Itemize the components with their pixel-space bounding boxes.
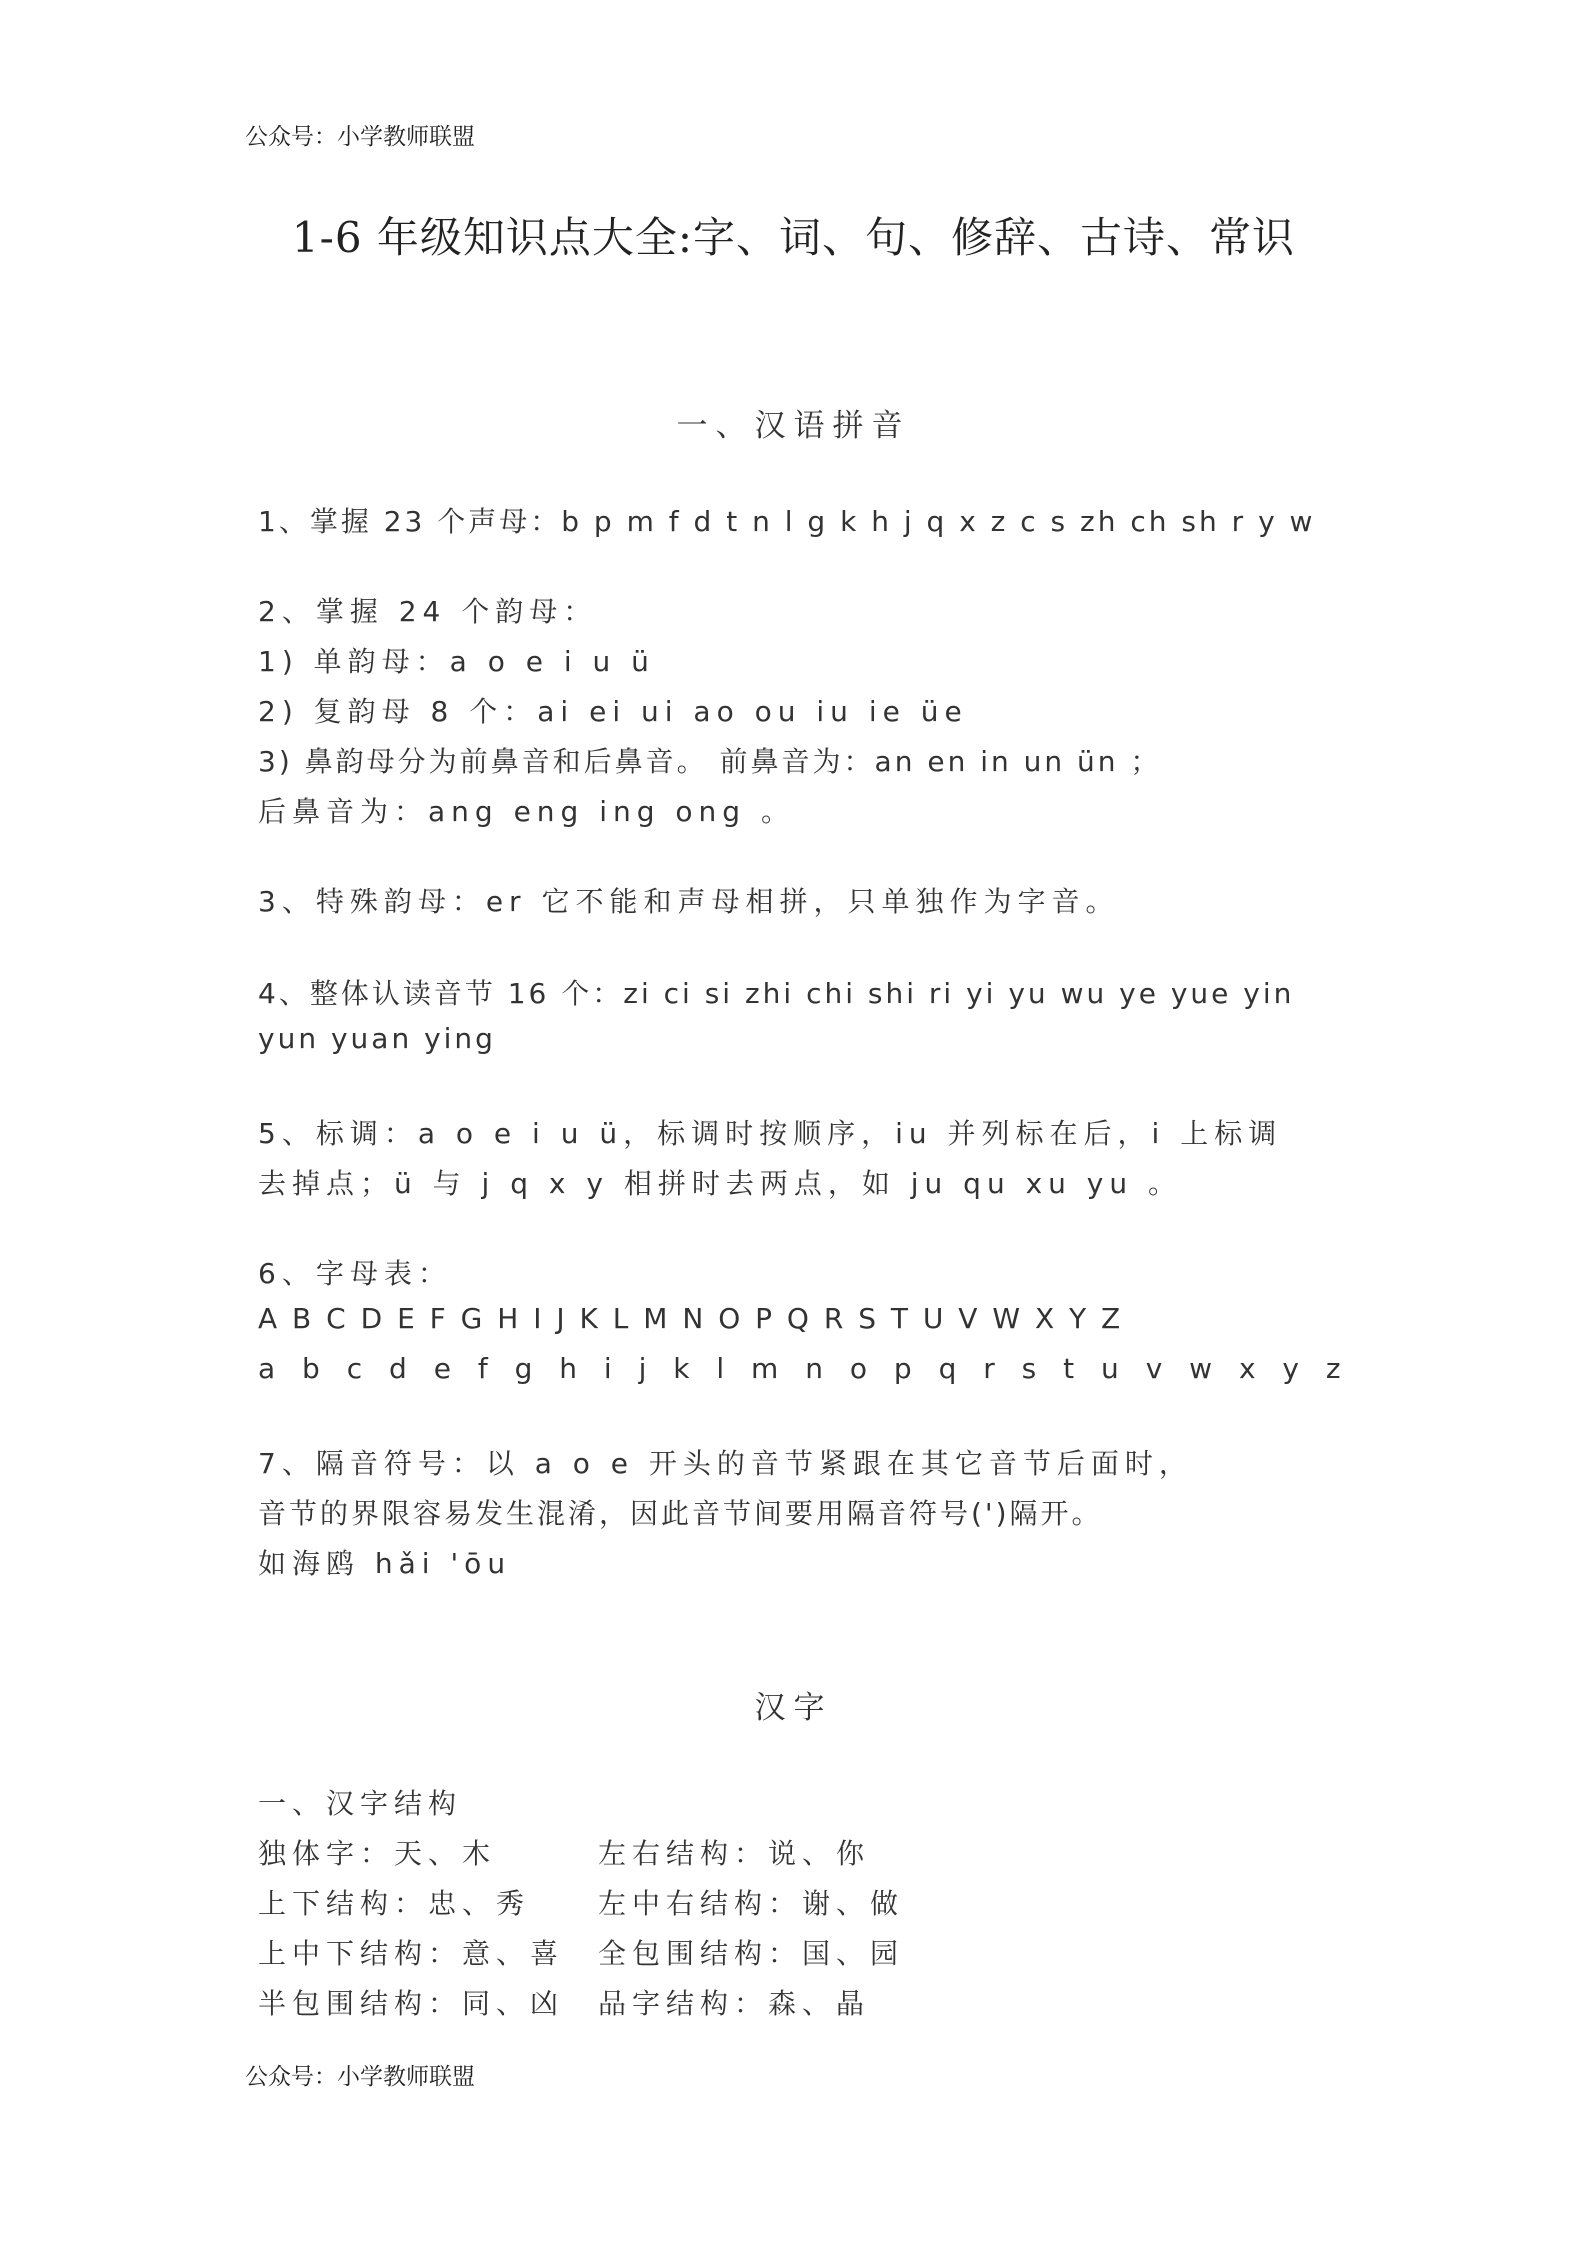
hanzi-line: 上下结构：忠、秀 左中右结构：谢、做 — [258, 1887, 905, 1920]
pinyin-line: 1、掌握 23 个声母：b p m f d t n l g k h j q x z c s zh ch sh r y w — [258, 505, 1316, 538]
pinyin-line: 后鼻音为：ang eng ing ong 。 — [258, 795, 795, 828]
header-note: 公众号：小学教师联盟 — [245, 124, 475, 150]
pinyin-line: 2) 复韵母 8 个：ai ei ui ao ou iu ie üe — [258, 695, 968, 728]
pinyin-line: 音节的界限容易发生混淆，因此音节间要用隔音符号(')隔开。 — [258, 1497, 1103, 1530]
pinyin-line: 4、整体认读音节 16 个：zi ci si zhi chi shi ri yi yu wu ye yue yin — [258, 977, 1295, 1010]
pinyin-line: 去掉点；ü 与 j q x y 相拼时去两点，如 ju qu xu yu 。 — [258, 1167, 1183, 1200]
pinyin-line: 3、特殊韵母：er 它不能和声母相拼，只单独作为字音。 — [258, 885, 1120, 918]
alphabet-uppercase: A B C D E F G H I J K L M N O P Q R S T U V W X Y Z — [258, 1302, 1124, 1335]
pinyin-line: yun yuan ying — [258, 1022, 496, 1055]
pinyin-line: 6、字母表： — [258, 1257, 452, 1290]
hanzi-line: 一、汉字结构 — [258, 1787, 463, 1820]
pinyin-line: 2、掌握 24 个韵母： — [258, 595, 598, 628]
pinyin-line: 1) 单韵母：a o e i u ü — [258, 645, 655, 678]
section-heading-hanzi: 汉字 — [754, 1690, 833, 1726]
alphabet-lowercase: a b c d e f g h i j k l m n o p q r s t u v w x y z — [258, 1352, 1350, 1385]
pinyin-line: 如海鸥 hǎi 'ōu — [258, 1547, 512, 1580]
section-heading-pinyin: 一、汉语拼音 — [676, 408, 911, 444]
footer-note: 公众号：小学教师联盟 — [245, 2064, 475, 2090]
pinyin-line: 5、标调：a o e i u ü，标调时按顺序，iu 并列标在后，i 上标调 — [258, 1117, 1283, 1150]
hanzi-line: 独体字：天、木 左右结构：说、你 — [258, 1837, 871, 1870]
pinyin-line: 3) 鼻韵母分为前鼻音和后鼻音。 前鼻音为：an en in un ün ； — [258, 745, 1162, 778]
hanzi-line: 上中下结构：意、喜 全包围结构：国、园 — [258, 1937, 905, 1970]
pinyin-line: 7、隔音符号：以 a o e 开头的音节紧跟在其它音节后面时， — [258, 1447, 1193, 1480]
document-title: 1-6 年级知识点大全:字、词、句、修辞、古诗、常识 — [291, 213, 1296, 262]
hanzi-line: 半包围结构：同、凶 品字结构：森、晶 — [258, 1987, 871, 2020]
